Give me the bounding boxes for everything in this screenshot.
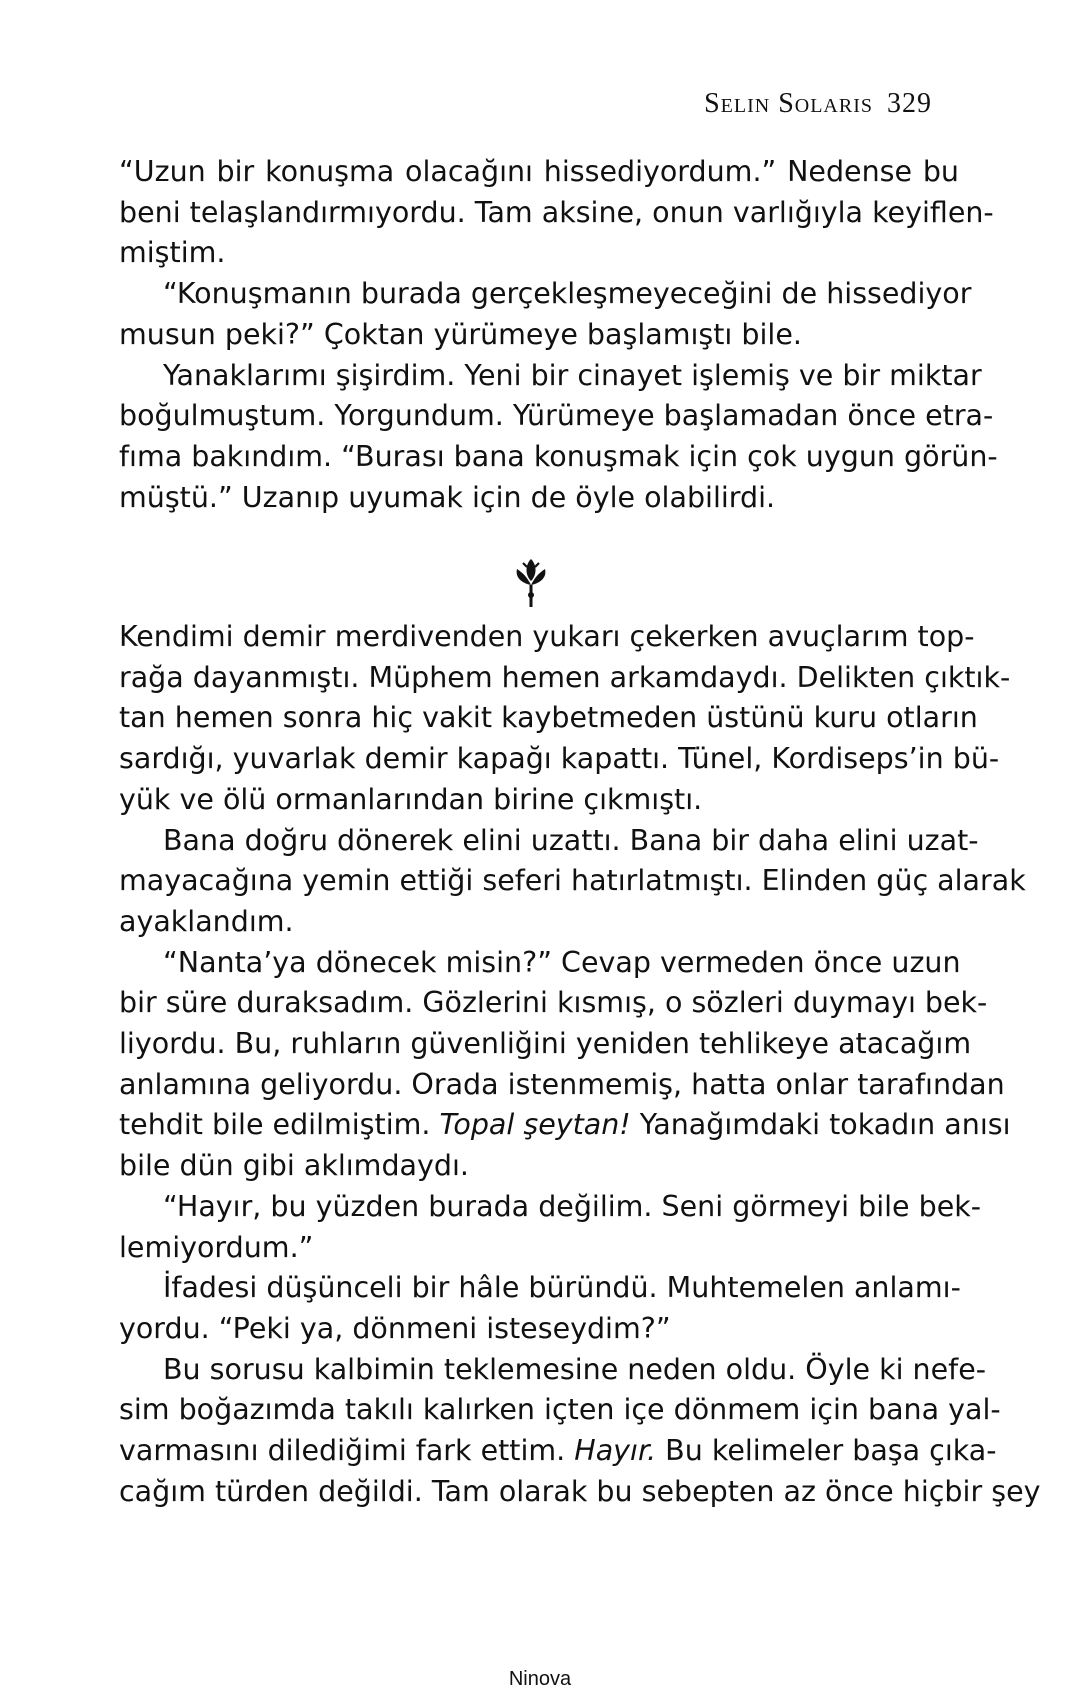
text-line: yordu. “Peki ya, dönmeni isteseydim?”	[119, 1311, 671, 1345]
text-line: “Uzun bir konuşma olacağını hissediyordum.” Nedense bu	[119, 155, 959, 188]
italic-text-run: Topal şeytan!	[439, 1108, 631, 1142]
text-line: Kendimi demir merdivenden yukarı çekerken avuçlarım top-	[119, 620, 975, 653]
text-line: mayacağına yemin ettiği seferi hatırlatmıştı. Elinden güç alarak	[119, 864, 1026, 898]
italic-text-run: Hayır.	[574, 1434, 657, 1468]
text-run: varmasını dilediğimi fark ettim.	[119, 1434, 575, 1468]
text-line: liyordu. Bu, ruhların güvenliğini yeniden tehlikeye atacağım	[119, 1027, 972, 1061]
text-line: beni telaşlandırmıyordu. Tam aksine, onun varlığıyla keyiflen-	[119, 195, 994, 229]
text-line	[119, 1431, 997, 1472]
text-line: “Konuşmanın burada gerçekleşmeyeceğini de hissediyor	[163, 277, 972, 311]
text-line: lemiyordum.”	[119, 1230, 314, 1264]
text-line: “Nanta’ya dönecek misin?” Cevap vermeden önce uzun	[163, 945, 961, 979]
text-line: ayaklandım.	[119, 904, 294, 938]
publisher-footer: Ninova	[508, 1668, 572, 1690]
text-line: boğulmuştum. Yorgundum. Yürümeye başlamadan önce etra-	[119, 399, 994, 433]
text-run: Bu kelimeler başa çıka-	[656, 1434, 997, 1468]
text-line: sim boğazımda takılı kalırken içten içe dönmem için bana yal-	[119, 1393, 1001, 1427]
text-line: musun peki?” Çoktan yürümeye başlamıştı bile.	[119, 317, 802, 351]
text-line: tan hemen sonra hiç vakit kaybetmeden üstünü kuru otların	[119, 701, 978, 735]
text-line: fıma bakındım. “Burası bana konuşmak için çok uygun görün-	[119, 439, 998, 473]
running-head	[704, 88, 932, 120]
text-line: Bu sorusu kalbimin teklemesine neden oldu. Öyle ki nefe-	[163, 1352, 987, 1386]
text-line: sardığı, yuvarlak demir kapağı kapattı. Tünel, Kordiseps’in bü-	[119, 742, 1000, 776]
text-line: miştim.	[119, 236, 226, 270]
text-line: rağa dayanmıştı. Müphem hemen arkamdaydı. Delikten çıktık-	[119, 660, 1011, 694]
text-line: bile dün gibi aklımdaydı.	[119, 1149, 469, 1183]
page-number: 329	[887, 88, 932, 119]
text-run: tehdit bile edilmiştim.	[119, 1108, 440, 1142]
text-line: Yanaklarımı şişirdim. Yeni bir cinayet işlemiş ve bir miktar	[163, 358, 982, 392]
text-line: yük ve ölü ormanlarından birine çıkmıştı.	[119, 782, 703, 816]
text-line: bir süre duraksadım. Gözlerini kısmış, o sözleri duymayı bek-	[119, 986, 988, 1020]
text-line: müştü.” Uzanıp uyumak için de öyle olabilirdi.	[119, 480, 776, 514]
text-line: İfadesi düşünceli bir hâle büründü. Muhtemelen anlamı-	[163, 1271, 961, 1305]
text-line	[119, 1105, 1011, 1146]
text-line: Bana doğru dönerek elini uzattı. Bana bir daha elini uzat-	[163, 823, 979, 857]
text-section-1	[119, 152, 998, 518]
text-line: cağım türden değildi. Tam olarak bu sebepten az önce hiçbir şey	[119, 1474, 1041, 1508]
text-section-2	[119, 617, 1041, 1512]
floral-ornament-icon	[511, 555, 551, 609]
text-line: anlamına geliyordu. Orada istenmemiş, hatta onlar tarafından	[119, 1067, 1005, 1101]
running-title: Selin Solaris	[704, 88, 873, 119]
text-run: Yanağımdaki tokadın anısı	[630, 1108, 1011, 1142]
text-line: “Hayır, bu yüzden burada değilim. Seni görmeyi bile bek-	[163, 1189, 982, 1223]
